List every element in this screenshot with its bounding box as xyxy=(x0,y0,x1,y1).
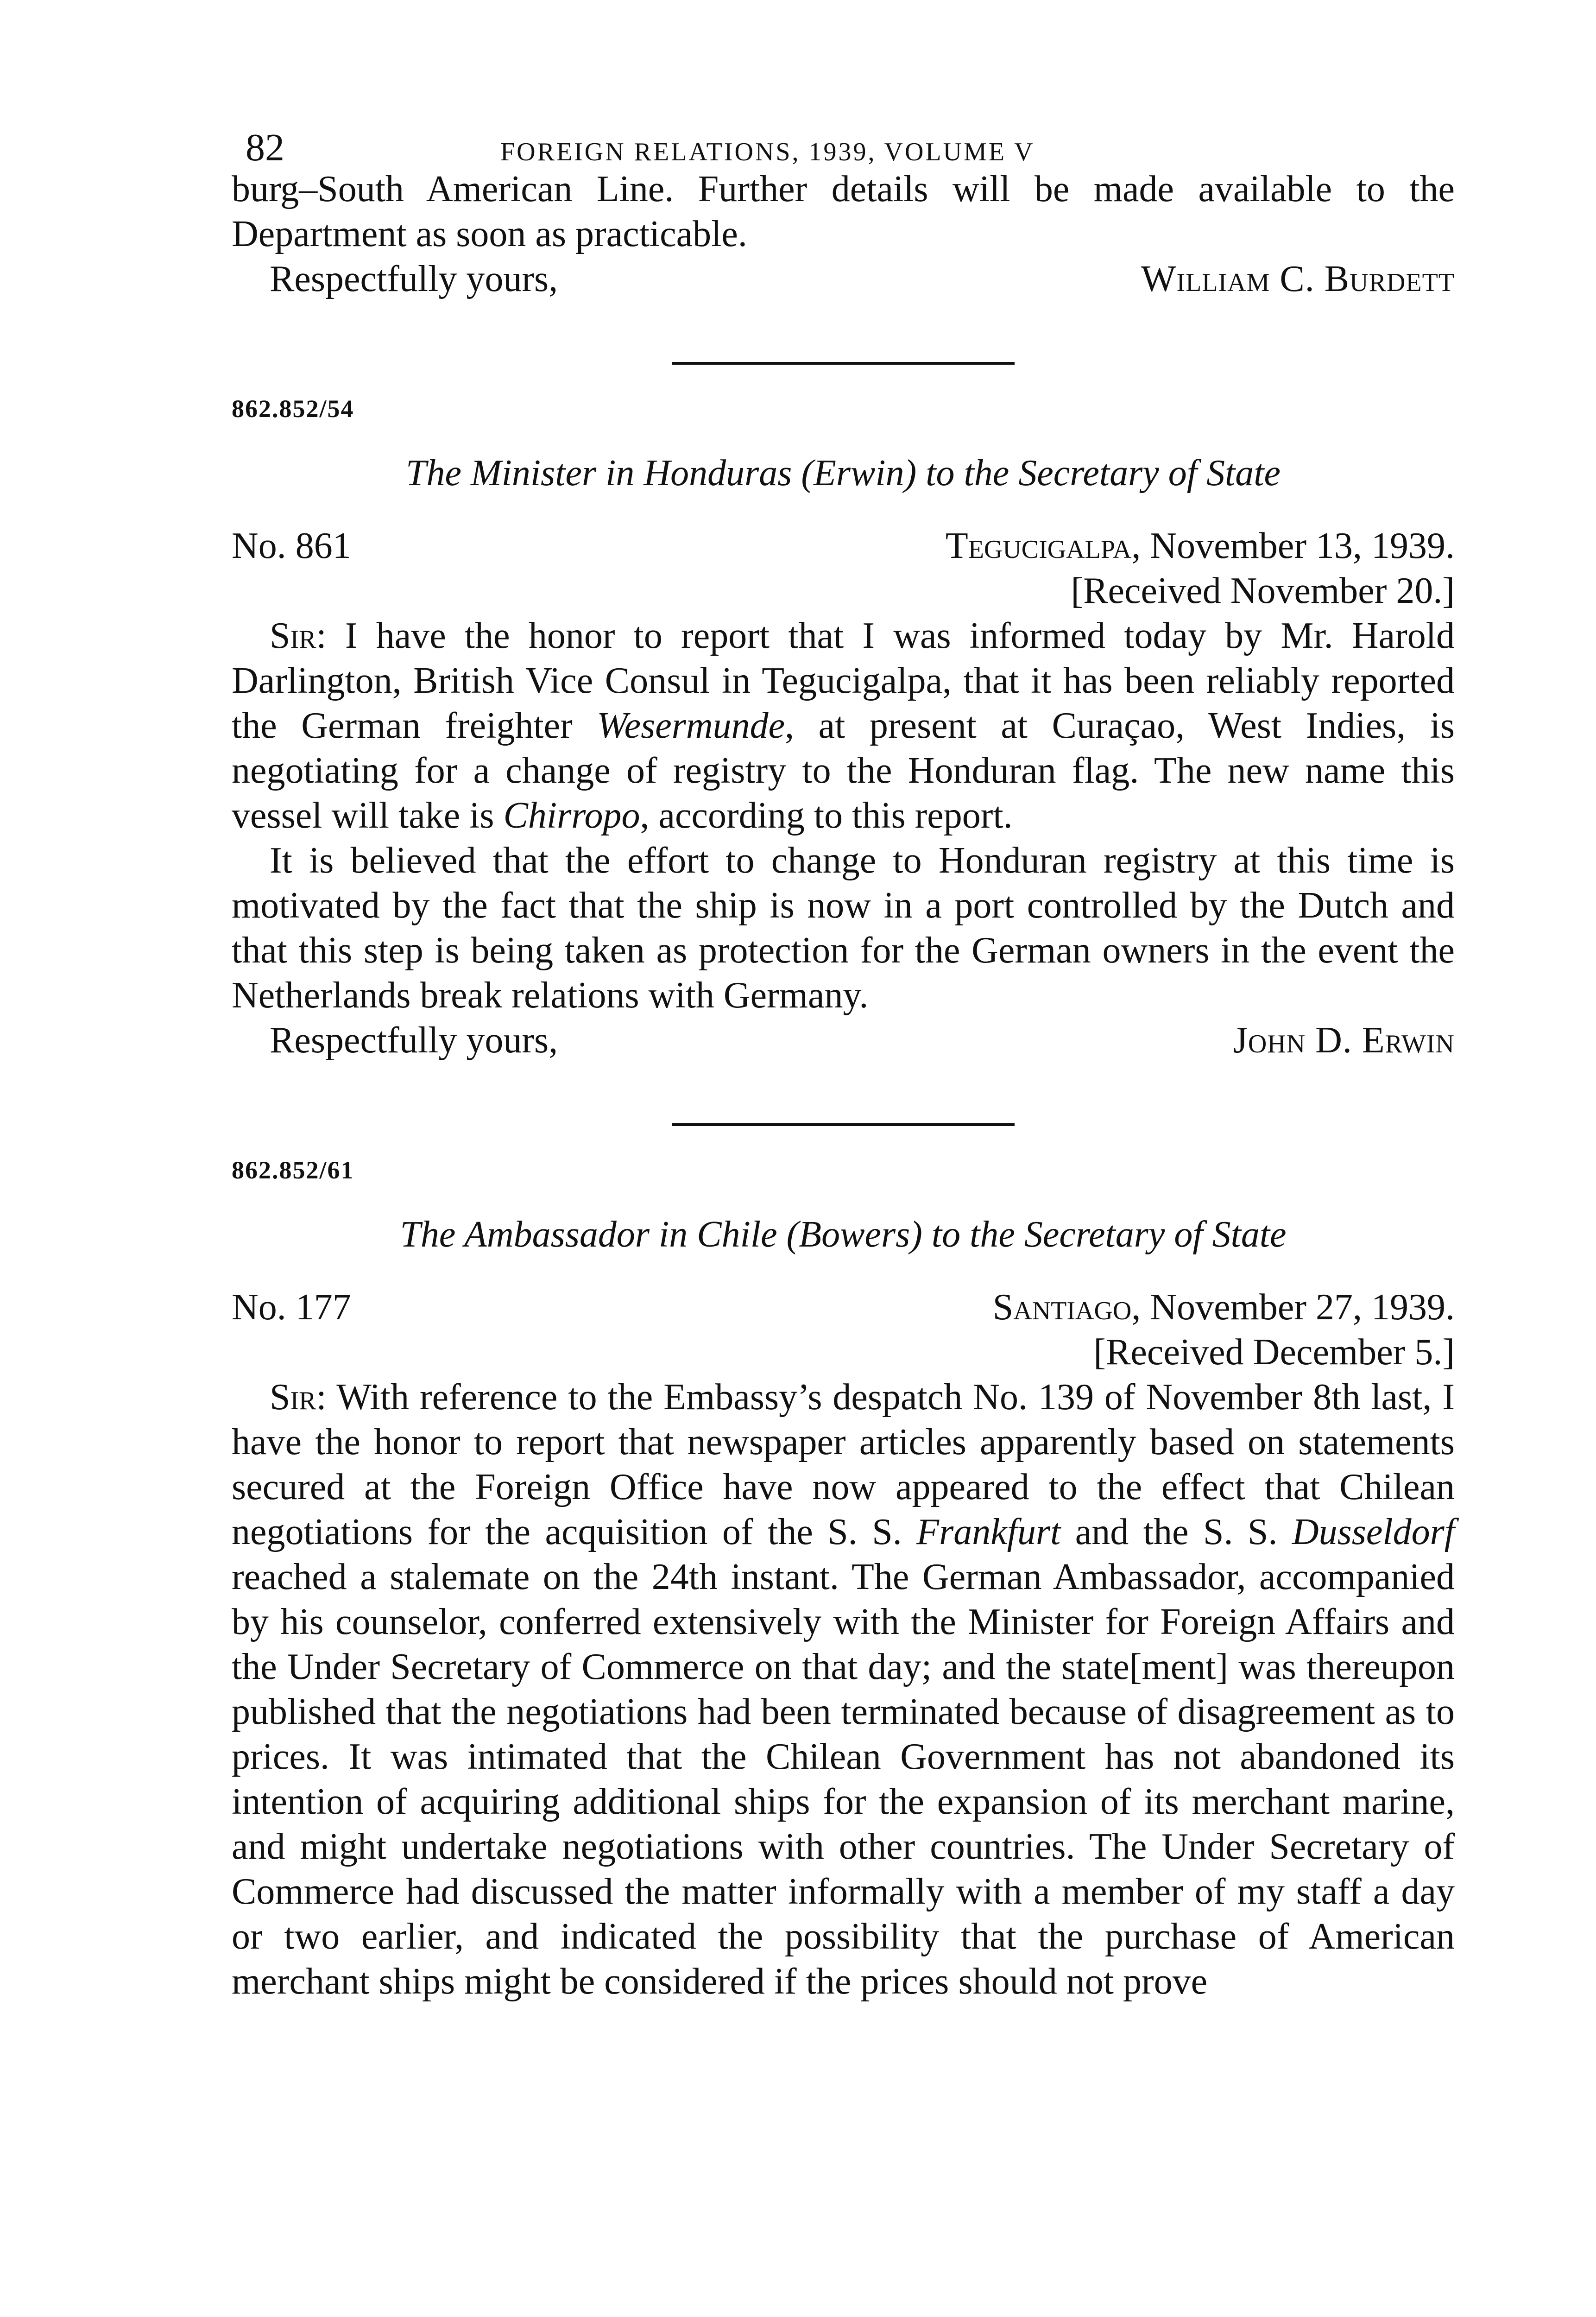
ship-name: Wesermunde xyxy=(597,705,785,746)
page-number: 82 xyxy=(246,126,284,169)
place: Tegucigalpa xyxy=(945,525,1132,566)
section-divider xyxy=(672,1123,1015,1126)
continuation-paragraph: burg–South American Line. Further details will be made available to the Department as soon as practicable. xyxy=(232,169,1455,254)
ship-name: Chirropo xyxy=(503,795,640,836)
paragraph-text: and the S. S. xyxy=(1060,1512,1292,1552)
place-date xyxy=(946,524,1455,569)
salutation: Sir xyxy=(270,1377,316,1418)
dispatch-number: No. 861 xyxy=(232,525,351,566)
place-date xyxy=(993,1285,1455,1330)
ship-name: Dusseldorf xyxy=(1292,1512,1455,1552)
dispatch-meta xyxy=(232,524,1455,569)
body-paragraph xyxy=(232,614,1455,838)
signoff xyxy=(232,1018,1455,1063)
section-divider xyxy=(672,362,1015,365)
running-head-title: FOREIGN RELATIONS, 1939, VOLUME V xyxy=(500,138,1035,166)
continuation-signoff xyxy=(232,257,1455,302)
closing: Respectfully yours, xyxy=(270,1020,558,1061)
body-paragraph xyxy=(232,1375,1455,2004)
document-heading: The Minister in Honduras (Erwin) to the Secretary of State xyxy=(406,453,1281,494)
paragraph-text: : I have the honor to report that I was informed today by Mr. Harold Darlington, British Vice Consul in Tegucigalpa, that it has been reliably reported the German freighter xyxy=(232,615,1455,746)
dispatch-meta xyxy=(232,1285,1455,1330)
signature: John D. Erwin xyxy=(1233,1020,1455,1061)
salutation: Sir xyxy=(270,615,316,656)
body-paragraph: It is believed that the effort to change to Honduran registry at this time is motivated by the fact that the ship is now in a port controlled by the Dutch and that this step is being taken as protection for the German owners in the event the Netherlands break relations with Germany. xyxy=(232,840,1455,1016)
paragraph-text: , according to this report. xyxy=(640,795,1013,836)
closing: Respectfully yours, xyxy=(270,259,558,299)
paragraph-text: : With reference to the Embassy’s despatch No. 139 of November 8th last, I have the honor to report that newspaper articles apparently based on statements secured at the Foreign Office have now appeared to the effect that Chilean negotiations for the acquisition of the S. S. xyxy=(232,1377,1455,1552)
paragraph-text: , at present at Curaçao, West Indies, is negotiating for a change of registry to the Honduran flag. The new name this vessel will take is xyxy=(232,705,1455,836)
file-number: 862.852/61 xyxy=(232,1156,354,1184)
document-heading: The Ambassador in Chile (Bowers) to the Secretary of State xyxy=(400,1214,1287,1255)
received-date: [Received December 5.] xyxy=(1093,1332,1455,1373)
running-head xyxy=(232,111,1455,167)
paragraph-text: reached a stalemate on the 24th instant. The German Ambassador, accompanied by his counselor, conferred extensively with the Minister for Foreign Affairs and the Under Secretary of Commerce on that day; and the state[ment] was thereupon published that the negotiations had been terminated because of disagreement as to prices. It was intimated that the Chilean Government has not abandoned its intention of acquiring additional ships for the expansion of its merchant marine, and might undertake negotiations with other countries. The Under Secretary of Commerce had discussed the matter informally with a member of my staff a day or two earlier, and indicated the possibility that the purchase of American merchant ships might be considered if the prices should not prove xyxy=(232,1557,1455,2002)
signature: William C. Burdett xyxy=(1141,259,1455,299)
date: , November 27, 1939. xyxy=(1131,1287,1455,1328)
ship-name: Frankfurt xyxy=(916,1512,1061,1552)
file-number: 862.852/54 xyxy=(232,395,354,423)
received-date: [Received November 20.] xyxy=(1071,570,1455,611)
dispatch-number: No. 177 xyxy=(232,1287,351,1328)
document-page xyxy=(232,111,1455,2004)
date: , November 13, 1939. xyxy=(1131,525,1455,566)
place: Santiago xyxy=(992,1287,1132,1328)
